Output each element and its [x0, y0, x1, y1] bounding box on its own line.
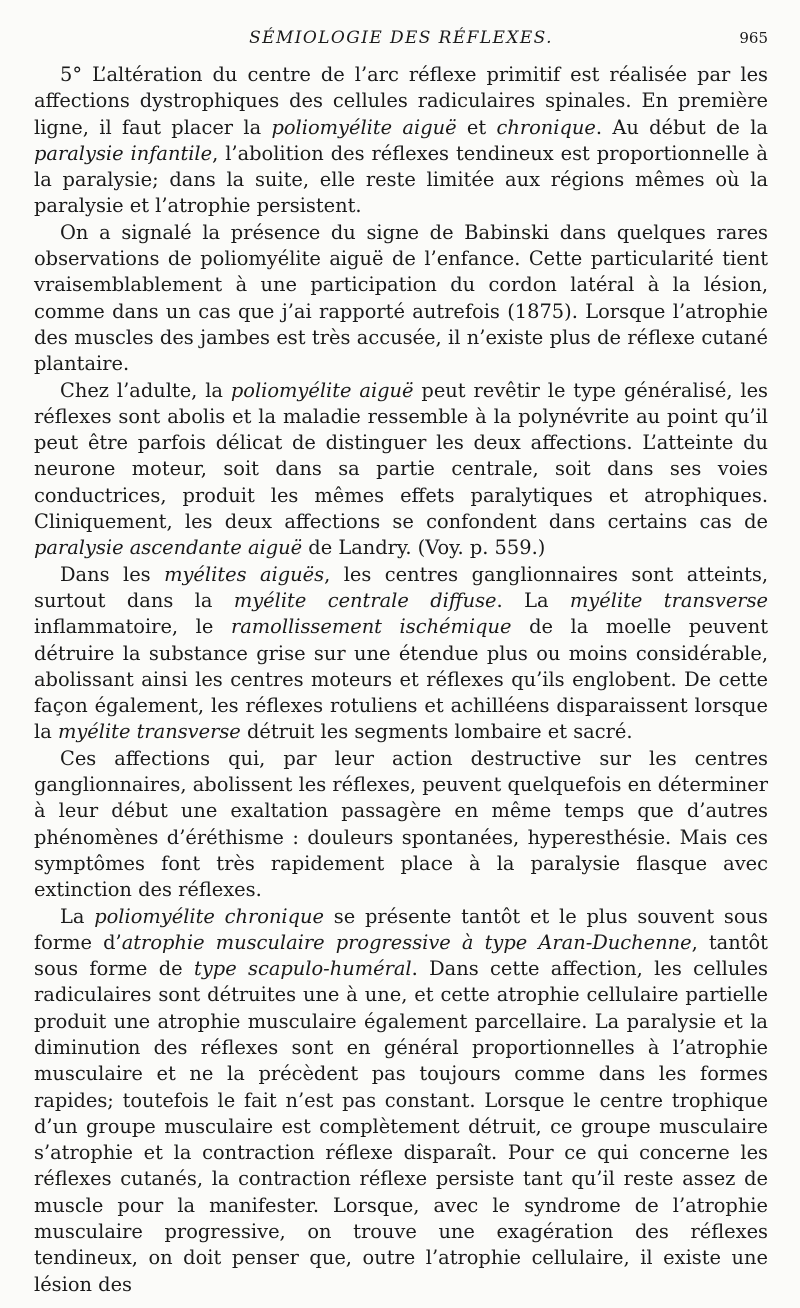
- text-run: , tantôt sous forme de: [34, 930, 768, 981]
- italic-run: poliomyélite aiguë: [271, 115, 457, 139]
- italic-run: myélites aiguës: [164, 562, 325, 586]
- text-run: , les centres ganglionnaires sont atteints, surtout dans la: [34, 562, 768, 612]
- italic-run: poliomyélite aiguë: [230, 378, 414, 402]
- text-run: . Dans cette affection, les cellules radiculaires sont détruites une à une, et cette atrophie cellulaire partielle produit une atrophie musculaire également parcellaire. La paralysie et la diminution des réflexes sont en général proportionnelles à l’atrophie musculaire et ne la précèdent pas toujours comme dans les formes rapides; toutefois le fait n’est pas constant. Lorsque le centre trophique d’un groupe musculaire est complètement détruit, ce groupe musculaire s’atrophie et la contraction réflexe disparaît. Pour ce qui concerne les réflexes cutanés, la contraction réflexe persiste tant qu’il reste assez de muscle pour la manifester. Lorsque, avec le syndrome de l’atrophie musculaire progressive, on trouve une exagération des réflexes tendineux, on doit penser que, outre l’atrophie cellulaire, il existe une lésion des: [34, 957, 768, 1296]
- italic-run: myélite transverse: [57, 720, 241, 744]
- italic-run: myélite centrale diffuse: [233, 588, 497, 612]
- page-header: [34, 26, 768, 50]
- text-run: . La: [496, 588, 570, 612]
- text-run: La: [60, 904, 95, 928]
- italic-run: atrophie musculaire progressive à type Aran-Duchenne: [121, 930, 692, 954]
- paragraph: [34, 746, 768, 904]
- paragraph: [34, 904, 768, 1298]
- text-run: de Landry. (Voy. p. 559.): [302, 536, 546, 560]
- page-number: 965: [739, 29, 768, 47]
- italic-run: paralysie ascendante aiguë: [34, 536, 303, 560]
- text-run: Chez l’adulte, la: [60, 378, 231, 402]
- italic-run: myélite transverse: [569, 588, 768, 612]
- text-run: 5° L’altération du centre de l’arc réflexe primitif est réalisée par les affections dystrophiques des cellules radiculaires spinales. En première ligne, il faut placer la: [34, 63, 768, 139]
- text-run: peut revêtir le type généralisé, les réflexes sont abolis et la maladie ressemble à la polynévrite au point qu’il peut être parfois délicat de distinguer les deux affections. L’atteinte du neurone moteur, soit dans sa partie centrale, soit dans ses voies conductrices, produit les mêmes effets paralytiques et atrophiques. Cliniquement, les deux affections se confondent dans certains cas de: [34, 378, 768, 534]
- running-title: SÉMIOLOGIE DES RÉFLEXES.: [249, 28, 553, 48]
- text-run: et: [456, 115, 497, 139]
- paragraph: [34, 62, 768, 220]
- text-run: se présente tantôt et le plus souvent sous forme d’: [34, 904, 768, 954]
- text-run: de la moelle peuvent détruire la substance grise sur une étendue plus ou moins considérable, abolissant ainsi les centres moteurs et réflexes qu’ils englobent. De cette façon également, les réflexes rotuliens et achilléens disparaissent lorsque la: [34, 615, 768, 744]
- text-run: détruit les segments lombaire et sacré.: [240, 720, 633, 744]
- text-run: On a signalé la présence du signe de Babinski dans quelques rares observations de poliomyélite aiguë de l’enfance. Cette particularité tient vraisemblablement à une participation du cordon latéral à la lésion, comme dans un cas que j’ai rapporté autrefois (1875). Lorsque l’atrophie des muscles des jambes est très accusée, il n’existe plus de réflexe cutané plantaire.: [34, 220, 768, 376]
- italic-run: chronique: [496, 115, 596, 139]
- italic-run: ramollissement ischémique: [230, 615, 512, 639]
- italic-run: type scapulo-huméral: [194, 957, 412, 981]
- text-run: Dans les: [60, 562, 165, 586]
- text-run: Ces affections qui, par leur action destructive sur les centres ganglionnaires, abolissent les réflexes, peuvent quelquefois en déterminer à leur début une exaltation passagère en même temps que d’autres phénomènes d’éréthisme : douleurs spontanées, hyperesthésie. Mais ces symptômes font très rapidement place à la paralysie flasque avec extinction des réflexes.: [34, 746, 768, 902]
- paragraph: [34, 378, 768, 562]
- text-run: inflammatoire, le: [34, 615, 231, 639]
- text-run: . Au début de la: [595, 115, 768, 139]
- text-run: , l’abolition des réflexes tendineux est proportionnelle à la paralysie; dans la suite, elle reste limitée aux régions mêmes où la paralysie et l’atrophie persistent.: [34, 141, 768, 218]
- paragraph: [34, 220, 768, 378]
- body-text: [34, 62, 768, 1298]
- italic-run: poliomyélite chronique: [94, 904, 325, 928]
- italic-run: paralysie infantile: [34, 141, 213, 165]
- paragraph: [34, 562, 768, 746]
